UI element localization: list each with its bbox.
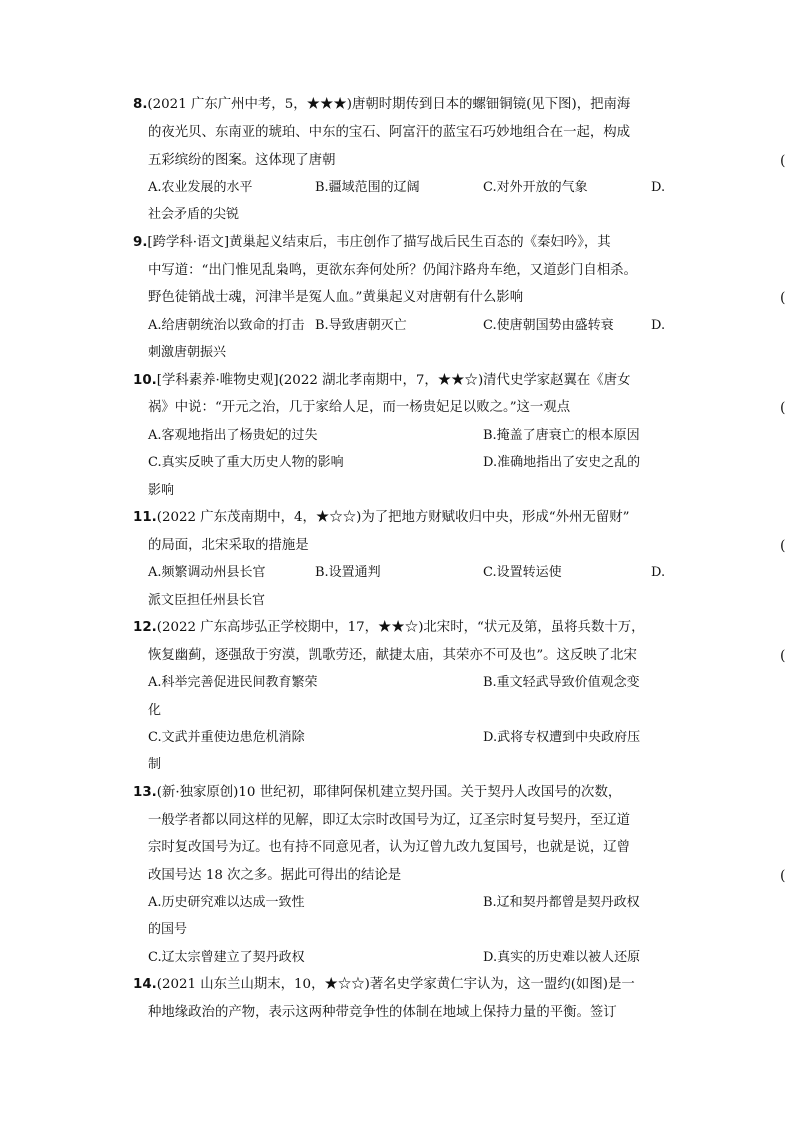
q14-stem-1: (2021 山东兰山期末，10，★☆☆)著名史学家黄仁宇认为，这一盟约(如图)是一 bbox=[156, 977, 635, 992]
q11-option-d: D. bbox=[651, 565, 666, 580]
q11-option-d-cont: 派文臣担任州县长官 bbox=[148, 593, 266, 608]
q8-option-b: B.疆域范围的辽阔 bbox=[315, 180, 420, 195]
q13-option-b: B.辽和契丹都曾是契丹政权 bbox=[483, 895, 640, 910]
q13-line-4: 改国号达 18 次之多。据此可得出的结论是 bbox=[148, 868, 402, 883]
q12-option-c: C.文武并重使边患危机消除 bbox=[148, 730, 305, 745]
q10-option-a: A.客观地指出了杨贵妃的过失 bbox=[148, 428, 318, 443]
q12-option-a: A.科举完善促进民间教育繁荣 bbox=[148, 675, 318, 690]
q9-option-c: C.使唐朝国势由盛转衰 bbox=[483, 318, 614, 333]
q8-option-c: C.对外开放的气象 bbox=[483, 180, 588, 195]
q9-option-b: B.导致唐朝灭亡 bbox=[315, 318, 407, 333]
q12-option-d-cont: 制 bbox=[148, 757, 162, 772]
q9-line-2: 中写道：“出门惟见乱枭鸣，更欲东奔何处所？仍闻汴路舟车绝，又道彭门自相杀。 bbox=[148, 263, 637, 278]
q14-line-2: 种地缘政治的产物，表示这两种带竞争性的体制在地域上保持力量的平衡。签订 bbox=[148, 1005, 617, 1020]
q14-number: 14. bbox=[133, 977, 157, 992]
q11-line-2: 的局面，北宋采取的措施是 bbox=[148, 538, 309, 553]
q12-number: 12. bbox=[133, 620, 157, 635]
q9-option-a: A.给唐朝统治以致命的打击 bbox=[148, 318, 305, 333]
q11-stem-1: (2022 广东茂南期中，4，★☆☆)为了把地方财赋收归中央，形成“外州无留财” bbox=[156, 510, 630, 525]
q10-number: 10. bbox=[133, 373, 157, 388]
q12-option-d: D.武将专权遭到中央政府压 bbox=[483, 730, 641, 745]
q11-option-a: A.频繁调动州县长官 bbox=[148, 565, 266, 580]
q10-line-2: 祸》中说：“开元之治，几于家给人足，而一杨贵妃足以败之。”这一观点 bbox=[148, 400, 571, 415]
q9-line-1 bbox=[133, 234, 611, 252]
q13-answer-paren: ( bbox=[780, 868, 786, 884]
q13-option-b-cont: 的国号 bbox=[148, 922, 188, 937]
q9-line-3: 野色徒销战士魂，河津半是冤人血。”黄巢起义对唐朝有什么影响 bbox=[148, 290, 524, 305]
q10-option-b: B.掩盖了唐衰亡的根本原因 bbox=[483, 428, 640, 443]
q12-answer-paren: ( bbox=[780, 648, 786, 664]
q10-stem-1: [学科素养·唯物史观](2022 湖北孝南期中，7，★★☆)清代史学家赵翼在《唐女 bbox=[156, 373, 631, 388]
q8-line-1 bbox=[133, 96, 630, 114]
q14-line-1 bbox=[133, 976, 635, 994]
q11-answer-paren: ( bbox=[780, 538, 786, 554]
q13-line-2: 一般学者都以同这样的见解，即辽太宗时改国号为辽，辽圣宗时复号契丹，至辽道 bbox=[148, 813, 631, 828]
q12-stem-1: (2022 广东高埗弘正学校期中，17，★★☆)北宋时，“状元及第，虽将兵数十万， bbox=[156, 620, 645, 635]
q9-option-d: D. bbox=[651, 318, 666, 333]
q11-option-b: B.设置通判 bbox=[315, 565, 381, 580]
q8-line-2: 的夜光贝、东南亚的琥珀、中东的宝石、阿富汗的蓝宝石巧妙地组合在一起，构成 bbox=[148, 125, 631, 140]
q12-option-b-cont: 化 bbox=[148, 703, 162, 718]
q13-line-3: 宗时复改国号为辽。也有持不同意见者，认为辽曾九改九复国号，也就是说，辽曾 bbox=[148, 840, 631, 855]
q8-stem-1: (2021 广东广州中考，5，★★★)唐朝时期传到日本的螺钿铜镜(见下图)，把南海 bbox=[147, 97, 631, 112]
q11-line-1 bbox=[133, 509, 629, 527]
q9-stem-1: [跨学科·语文]黄巢起义结束后，韦庄创作了描写战后民生百态的《秦妇吟》，其 bbox=[147, 235, 611, 250]
q8-option-a: A.农业发展的水平 bbox=[148, 180, 253, 195]
q10-option-d-cont: 影响 bbox=[148, 483, 175, 498]
q13-option-c: C.辽太宗曾建立了契丹政权 bbox=[148, 950, 305, 965]
q8-answer-paren: ( bbox=[780, 153, 786, 169]
q9-option-d-cont: 刺激唐朝振兴 bbox=[148, 345, 227, 360]
q12-line-2: 恢复幽蓟，逐强敌于穷漠，凯歌劳还，献捷太庙，其荣亦不可及也”。这反映了北宋 bbox=[148, 648, 637, 663]
q10-line-1 bbox=[133, 372, 630, 390]
q13-stem-1: (新·独家原创)10 世纪初，耶律阿保机建立契丹国。关于契丹人改国号的次数， bbox=[156, 785, 622, 800]
q8-line-3: 五彩缤纷的图案。这体现了唐朝 bbox=[148, 153, 336, 168]
q11-option-c: C.设置转运使 bbox=[483, 565, 562, 580]
q13-option-a: A.历史研究难以达成一致性 bbox=[148, 895, 305, 910]
q12-option-b: B.重文轻武导致价值观念变 bbox=[483, 675, 640, 690]
q8-option-d-cont: 社会矛盾的尖锐 bbox=[148, 207, 240, 222]
q8-number: 8. bbox=[133, 97, 148, 112]
q9-number: 9. bbox=[133, 235, 148, 250]
q9-answer-paren: ( bbox=[780, 290, 786, 306]
q11-number: 11. bbox=[133, 510, 157, 525]
q10-option-c: C.真实反映了重大历史人物的影响 bbox=[148, 455, 344, 470]
q13-option-d: D.真实的历史难以被人还原 bbox=[483, 950, 641, 965]
q13-line-1 bbox=[133, 784, 621, 802]
q13-number: 13. bbox=[133, 785, 157, 800]
q8-option-d: D. bbox=[651, 180, 666, 195]
q10-option-d: D.准确地指出了安史之乱的 bbox=[483, 455, 641, 470]
q10-answer-paren: ( bbox=[780, 400, 786, 416]
q12-line-1 bbox=[133, 619, 645, 637]
